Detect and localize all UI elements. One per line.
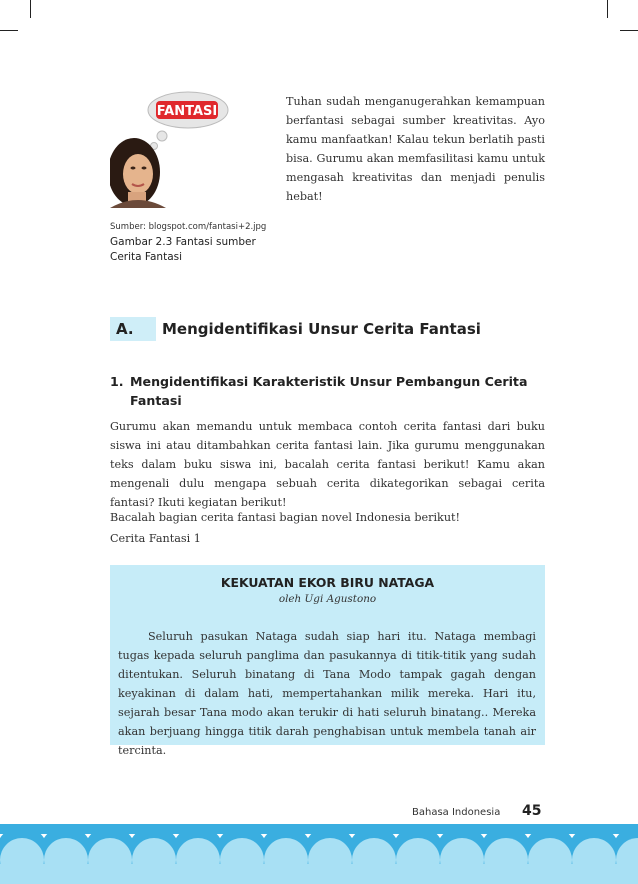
subsection-number: 1.: [110, 374, 124, 389]
crop-mark: [607, 0, 608, 18]
section-heading: [110, 317, 550, 341]
subsection-heading: [110, 372, 550, 410]
story-label: Cerita Fantasi 1: [110, 532, 201, 545]
crop-mark: [30, 0, 31, 18]
section-title: Mengidentifikasi Unsur Cerita Fantasi: [162, 320, 481, 338]
story-title: KEKUATAN EKOR BIRU NATAGA: [220, 575, 435, 590]
intro-paragraph: Tuhan sudah menganugerahkan kemampuan berfantasi sebagai sumber kreativitas. Ayo kamu manfaatkan! Kalau tekun berlatih pasti bisa. Gurumu akan memfasilitasi kamu untuk mengasah kreativitas dan menjadi penulis hebat!: [286, 95, 545, 203]
body-paragraph: Gurumu akan memandu untuk membaca contoh cerita fantasi dari buku siswa ini atau ditambahkan cerita fantasi lain. Jika gurumu menggunakan teks dalam buku siswa ini, bacalah cerita fantasi berikut! Kamu akan mengenali dulu mengapa sebuah cerita dikategorikan sebagai cerita fantasi? Ikuti kegiatan berikut!: [110, 420, 545, 509]
figure-caption: Gambar 2.3 Fantasi sumber Cerita Fantasi: [110, 236, 256, 263]
figure-source: Sumber: blogspot.com/fantasi+2.jpg: [110, 222, 267, 232]
page-number: 45: [522, 803, 542, 819]
decorative-wave-band: [0, 822, 638, 884]
bubble-text: FANTASI: [156, 104, 218, 119]
crop-mark: [620, 30, 638, 31]
fantasy-illustration: [110, 88, 230, 208]
story-author: oleh Ugi Agustono: [278, 593, 377, 605]
subsection-title: Mengidentifikasi Karakteristik Unsur Pembangun Cerita Fantasi: [130, 374, 528, 408]
story-box: [110, 565, 545, 757]
crop-mark: [0, 30, 18, 31]
body-paragraph: Bacalah bagian cerita fantasi bagian novel Indonesia berikut!: [110, 511, 461, 524]
section-letter: A.: [110, 317, 156, 341]
footer-subject: Bahasa Indonesia: [412, 807, 501, 818]
story-text: Seluruh pasukan Nataga sudah siap hari itu. Nataga membagi tugas kepada seluruh panglima dan pasukannya di titik-titik yang sudah ditentukan. Seluruh binatang di Tana Modo tampak gagah dengan keyakinan di dalam hati, mempertahankan milik mereka. Hari itu, sejarah besar Tana modo akan terukir di hati seluruh binatang.. Mereka akan berjuang hingga titik darah penghabisan untuk membela tanah air tercinta.: [118, 630, 536, 757]
